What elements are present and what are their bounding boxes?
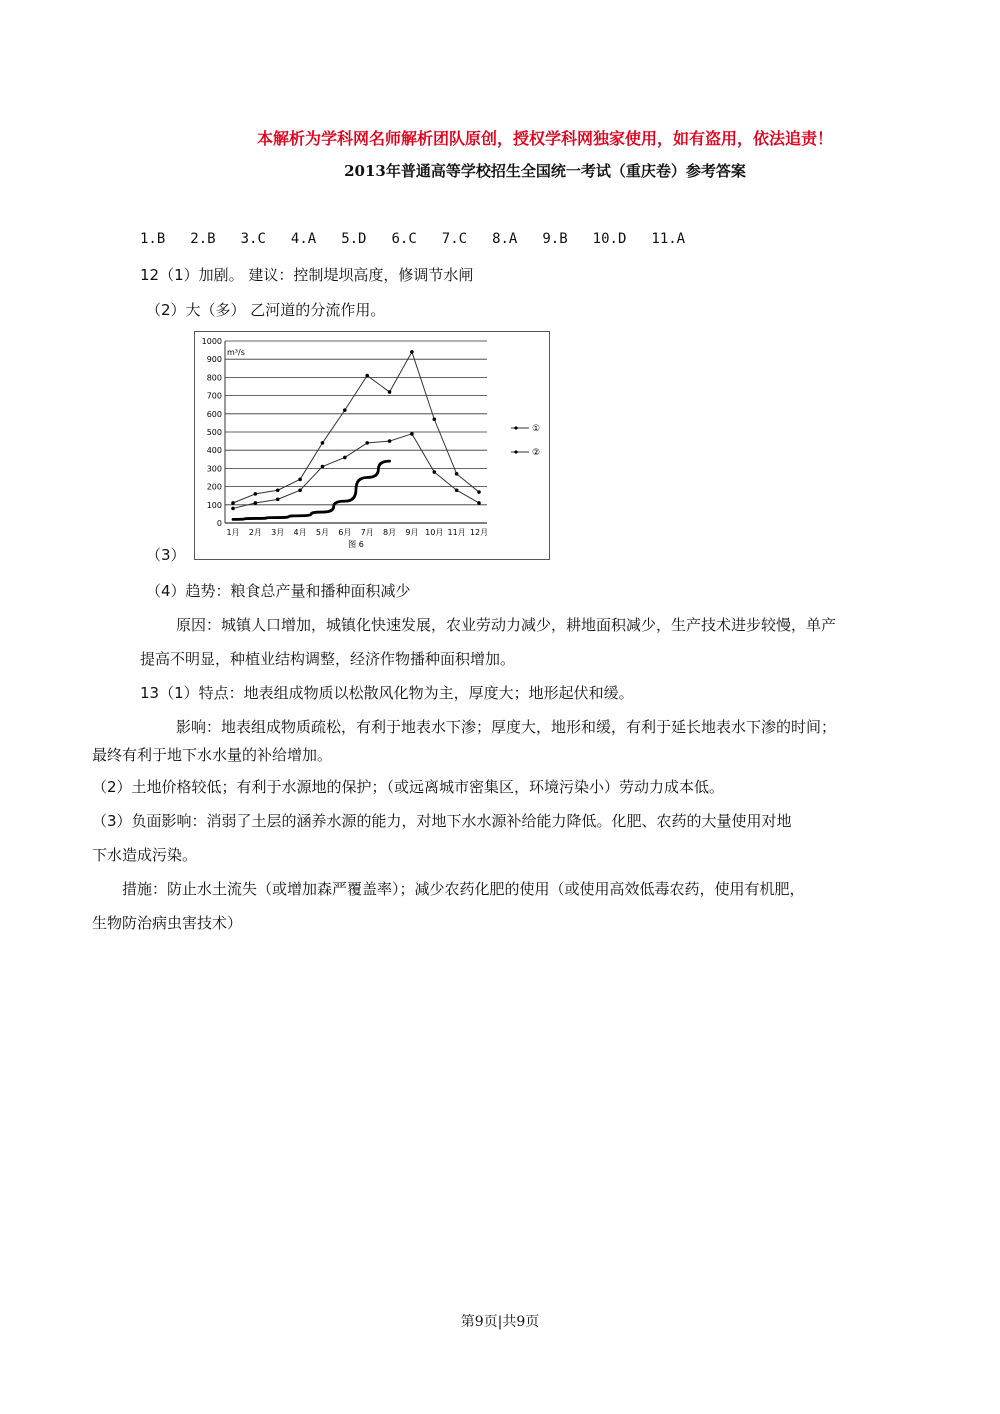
data-point xyxy=(298,478,302,482)
y-tick-label: 400 xyxy=(206,446,222,456)
data-point xyxy=(432,470,436,474)
y-tick-label: 0 xyxy=(216,519,222,528)
data-point xyxy=(410,432,414,436)
x-tick-label: 8月 xyxy=(382,528,397,537)
page-footer: 第9页|共9页 xyxy=(460,1314,540,1330)
data-point xyxy=(298,488,302,492)
answer-list xyxy=(140,231,710,247)
chart-caption: 图 6 xyxy=(348,540,364,549)
y-tick-label: 200 xyxy=(206,482,222,492)
data-point xyxy=(321,465,325,469)
data-point xyxy=(231,501,235,505)
answer-item: 11.A xyxy=(651,231,686,247)
answer-item: 10.D xyxy=(592,231,627,247)
x-tick-label: 2月 xyxy=(248,528,262,537)
series-line xyxy=(233,434,479,509)
q13-part5-line2: 生物防治病虫害技术） xyxy=(92,914,243,932)
y-tick-label: 100 xyxy=(206,500,222,510)
series-line xyxy=(233,352,479,503)
q12-part5-line2: 提高不明显，种植业结构调整，经济作物播种面积增加。 xyxy=(140,650,516,668)
legend-marker xyxy=(514,450,517,453)
data-point xyxy=(477,501,481,505)
answer-item: 6.C xyxy=(391,231,417,247)
data-point xyxy=(455,472,459,476)
y-tick-label: 300 xyxy=(206,464,222,474)
data-point xyxy=(343,408,347,412)
q13-part1: 13（1）特点：地表组成物质以松散风化物为主，厚度大；地形起伏和缓。 xyxy=(140,684,634,702)
data-point xyxy=(254,492,258,496)
y-tick-label: 700 xyxy=(206,391,222,401)
data-point xyxy=(365,374,369,378)
x-tick-label: 3月 xyxy=(271,528,285,537)
answer-item: 8.A xyxy=(492,231,518,247)
q12-part5-line1: 原因：城镇人口增加，城镇化快速发展，农业劳动力减少，耕地面积减少，生产技术进步较慢，单产 xyxy=(176,616,837,634)
data-point xyxy=(231,507,235,511)
q13-part2-line1: 影响：地表组成物质疏松，有利于地表水下渗；厚度大，地形和缓，有利于延长地表水下渗的时间； xyxy=(176,718,837,736)
data-point xyxy=(388,439,392,443)
x-tick-label: 12月 xyxy=(469,528,489,537)
x-tick-label: 7月 xyxy=(360,528,374,537)
q13-part2-line2: 最终有利于地下水水量的补给增加。 xyxy=(92,746,333,764)
y-tick-label: 500 xyxy=(206,428,222,437)
line-chart xyxy=(195,332,549,559)
answer-item: 9.B xyxy=(542,231,568,247)
q13-part4-line2: 下水造成污染。 xyxy=(92,846,198,864)
data-point xyxy=(365,441,369,445)
unit-label: m³/s xyxy=(227,348,245,357)
y-tick-label: 900 xyxy=(206,355,222,365)
data-point xyxy=(276,498,280,502)
page-title: 2013年普通高等学校招生全国统一考试（重庆卷）参考答案 xyxy=(344,162,746,180)
answer-item: 5.D xyxy=(341,231,367,247)
x-tick-label: 11月 xyxy=(447,528,466,537)
data-point xyxy=(432,417,436,421)
legend-label: ② xyxy=(532,448,541,458)
data-point xyxy=(455,488,459,492)
answer-item: 7.C xyxy=(441,231,468,247)
data-point xyxy=(254,501,258,505)
q13-part5-line1: 措施：防止水土流失（或增加森严覆盖率）；减少农药化肥的使用（或使用高效低毒农药，使用有机肥， xyxy=(122,880,805,898)
data-point xyxy=(477,490,481,494)
data-point xyxy=(388,390,392,394)
q13-part3: （2）土地价格较低；有利于水源地的保护；（或远离城市密集区，环境污染小）劳动力成本低。 xyxy=(92,778,725,796)
y-tick-label: 800 xyxy=(206,373,222,383)
series-line-bold xyxy=(233,461,390,519)
x-tick-label: 5月 xyxy=(315,528,330,537)
chart-figure-6 xyxy=(194,331,550,560)
legend-label: ① xyxy=(532,424,541,434)
q13-part4-line1: （3）负面影响：消弱了土层的涵养水源的能力，对地下水水源补给能力降低。化肥、农药的大量使用对地 xyxy=(92,812,792,830)
data-point xyxy=(343,456,347,460)
x-tick-label: 10月 xyxy=(425,528,444,537)
q12-part4: （4）趋势：粮食总产量和播种面积减少 xyxy=(146,582,411,600)
y-tick-label: 1000 xyxy=(201,337,222,346)
answer-item: 1.B xyxy=(140,231,166,247)
answer-item: 4.A xyxy=(290,231,317,247)
x-tick-label: 9月 xyxy=(405,528,419,537)
x-tick-label: 4月 xyxy=(293,528,307,537)
q12-part2: （2）大（多） 乙河道的分流作用。 xyxy=(146,301,386,319)
legend-marker xyxy=(514,426,517,429)
data-point xyxy=(321,441,325,445)
answer-item: 2.B xyxy=(190,231,216,247)
data-point xyxy=(410,350,414,354)
q12-part1: 12（1）加剧。 建议：控制堤坝高度，修调节水闸 xyxy=(140,266,474,284)
q12-part3: （3） xyxy=(146,546,186,564)
x-tick-label: 6月 xyxy=(338,528,352,537)
data-point xyxy=(276,488,280,492)
x-tick-label: 1月 xyxy=(226,528,240,537)
y-tick-label: 600 xyxy=(206,409,222,419)
answer-item: 3.C xyxy=(240,231,266,247)
copyright-notice: 本解析为学科网名师解析团队原创，授权学科网独家使用，如有盗用，依法追责！ xyxy=(256,129,833,148)
